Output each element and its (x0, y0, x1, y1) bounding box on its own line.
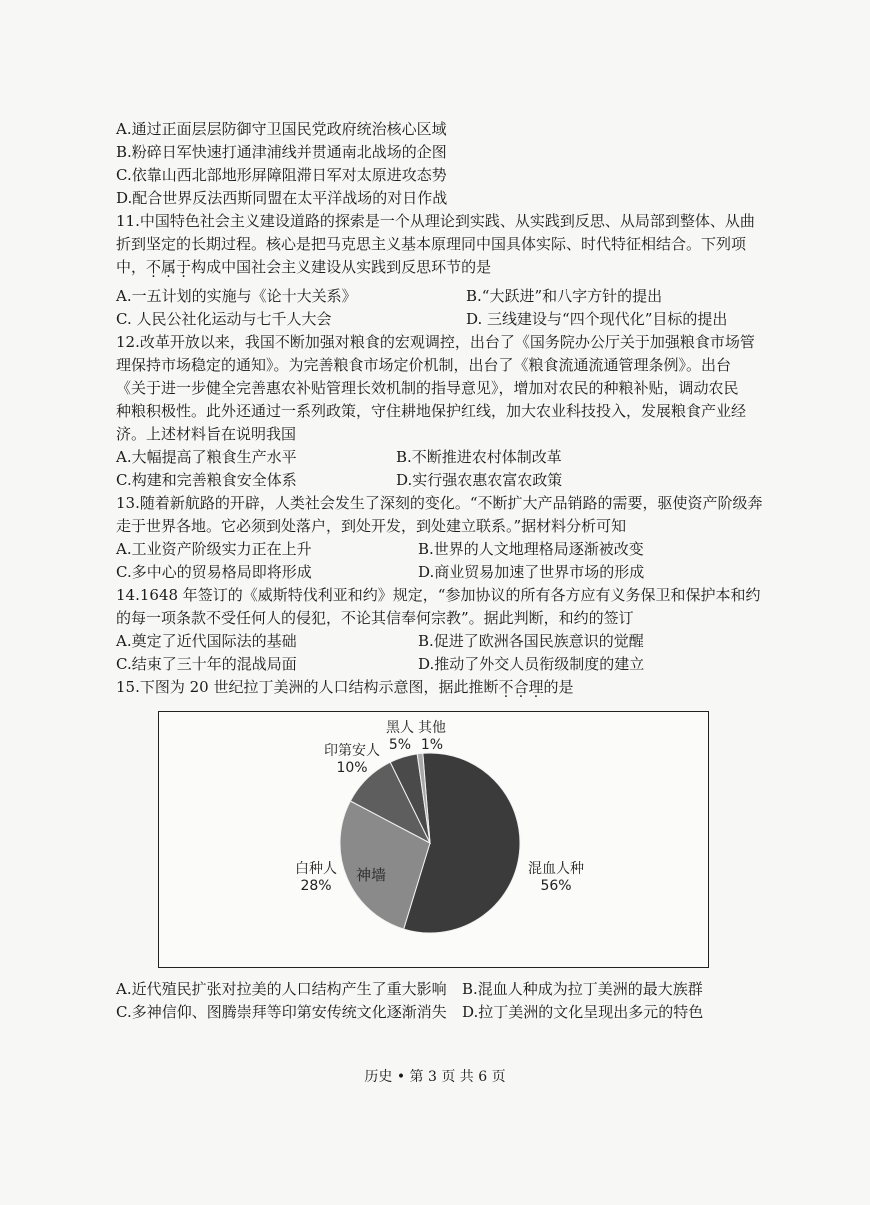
q11-stem-line1: 11.中国特色社会主义建设道路的探索是一个从理论到实践、从实践到反思、从局部到整体、从曲 (116, 212, 755, 230)
slice-label-indigenous (319, 743, 385, 777)
slice-label-mixed (516, 861, 596, 895)
slice-label-white (284, 861, 348, 895)
q14-option-b: B.促进了欧洲各国民族意识的觉醒 (418, 632, 644, 650)
q13-option-d: D.商业贸易加速了世界市场的形成 (418, 563, 645, 581)
slice-label-other (415, 720, 449, 754)
q12-stem-line3: 《关于进一步健全完善惠农补贴管理长效机制的指导意见》，增加对农民的种粮补贴，调动农民 (116, 379, 739, 397)
q10-option-a: A.通过正面层层防御守卫国民党政府统治核心区域 (116, 120, 447, 138)
slice-pct-mixed: 56% (540, 878, 572, 894)
slice-pct-indigenous: 10% (336, 760, 368, 776)
q12-stem-line1: 12.改革开放以来，我国不断加强对粮食的宏观调控，出台了《国务院办公厅关于加强粮食市场管 (116, 333, 755, 351)
q11-emphasis: 不属于 (146, 258, 192, 276)
q15-option-d: D.拉丁美洲的文化呈现出多元的特色 (462, 1003, 704, 1021)
q11-option-b: B.“大跃进”和八字方针的提出 (466, 287, 663, 305)
q15-option-b: B.混血人种成为拉丁美洲的最大族群 (462, 980, 703, 998)
q14-stem-line1: 14.1648 年签订的《威斯特伐利亚和约》规定，“参加协议的所有各方应有义务保卫和保护本和约 (116, 586, 761, 604)
q12-option-c: C.构建和完善粮食安全体系 (116, 471, 297, 489)
slice-pct-other: 1% (420, 737, 444, 753)
watermark-text: 神墙 (356, 866, 387, 884)
q12-option-b: B.不断推进农村体制改革 (396, 448, 562, 466)
q11-stem-line2: 折到坚定的长期过程。核心是把马克思主义基本原理同中国具体实际、时代特征相结合。下列项 (116, 235, 747, 253)
q11-option-d: D. 三线建设与“四个现代化”目标的提出 (466, 310, 728, 328)
q11-option-c: C. 人民公社化运动与七千人大会 (116, 310, 332, 328)
slice-name-other: 其他 (418, 720, 446, 736)
q15-stem (116, 677, 574, 697)
slice-name-indigenous: 印第安人 (324, 743, 380, 759)
q13-stem-line1: 13.随着新航路的开辟，人类社会发生了深刻的变化。“不断扩大产品销路的需要，驱使资产阶级奔 (116, 494, 763, 512)
q12-stem-line5: 济。上述材料旨在说明我国 (116, 425, 297, 443)
slice-name-mixed: 混血人种 (528, 861, 584, 877)
q14-option-a: A.奠定了近代国际法的基础 (116, 632, 297, 650)
population-pie-chart (158, 711, 709, 968)
q13-option-c: C.多中心的贸易格局即将形成 (116, 563, 312, 581)
slice-label-black (383, 720, 417, 754)
q14-stem-line2: 的每一项条款不受任何人的侵犯，不论其信奉何宗教”。据此判断，和约的签订 (116, 609, 634, 627)
q10-option-c: C.依靠山西北部地形屏障阻滞日军对太原进攻态势 (116, 166, 447, 184)
slice-name-white: 白种人 (295, 861, 337, 877)
page-footer: 历史 • 第 3 页 共 6 页 (364, 1069, 506, 1085)
q11-stem-line3 (116, 257, 491, 277)
q12-option-d: D.实行强农惠农富农政策 (396, 471, 563, 489)
q13-stem-line2: 走于世界各地。它必须到处落户，到处开发，到处建立联系。”据材料分析可知 (116, 517, 627, 535)
q12-stem-line2: 理保持市场稳定的通知》。为完善粮食市场定价机制，出台了《粮食流通流通管理条例》。出台 (116, 356, 732, 374)
q15-stem-post: 的是 (543, 678, 574, 696)
slice-name-black: 黑人 (386, 720, 414, 736)
q12-stem-line4: 种粮积极性。此外还通过一系列政策，守住耕地保护红线，加大农业科技投入，发展粮食产业经 (116, 402, 747, 420)
q15-stem-pre: 15.下图为 20 世纪拉丁美洲的人口结构示意图，据此推断 (116, 678, 499, 696)
q15-option-a: A.近代殖民扩张对拉美的人口结构产生了重大影响 (116, 980, 447, 998)
q10-option-d: D.配合世界反法西斯同盟在太平洋战场的对日作战 (116, 189, 448, 207)
q15-emphasis: 不合理 (498, 678, 544, 696)
q12-option-a: A.大幅提高了粮食生产水平 (116, 448, 297, 466)
q13-option-b: B.世界的人文地理格局逐渐被改变 (418, 540, 644, 558)
slice-pct-white: 28% (300, 878, 332, 894)
q14-option-d: D.推动了外交人员衔级制度的建立 (418, 655, 645, 673)
q11-stem-pre: 中， (116, 258, 147, 276)
q10-option-b: B.粉碎日军快速打通津浦线并贯通南北战场的企图 (116, 143, 447, 161)
q14-option-c: C.结束了三十年的混战局面 (116, 655, 297, 673)
q11-option-a: A.一五计划的实施与《论十大关系》 (116, 287, 357, 305)
q15-option-c: C.多神信仰、图腾崇拜等印第安传统文化逐渐消失 (116, 1003, 447, 1021)
q11-stem-post: 构成中国社会主义建设从实践到反思环节的是 (191, 258, 492, 276)
slice-pct-black: 5% (388, 737, 412, 753)
q13-option-a: A.工业资产阶级实力正在上升 (116, 540, 312, 558)
